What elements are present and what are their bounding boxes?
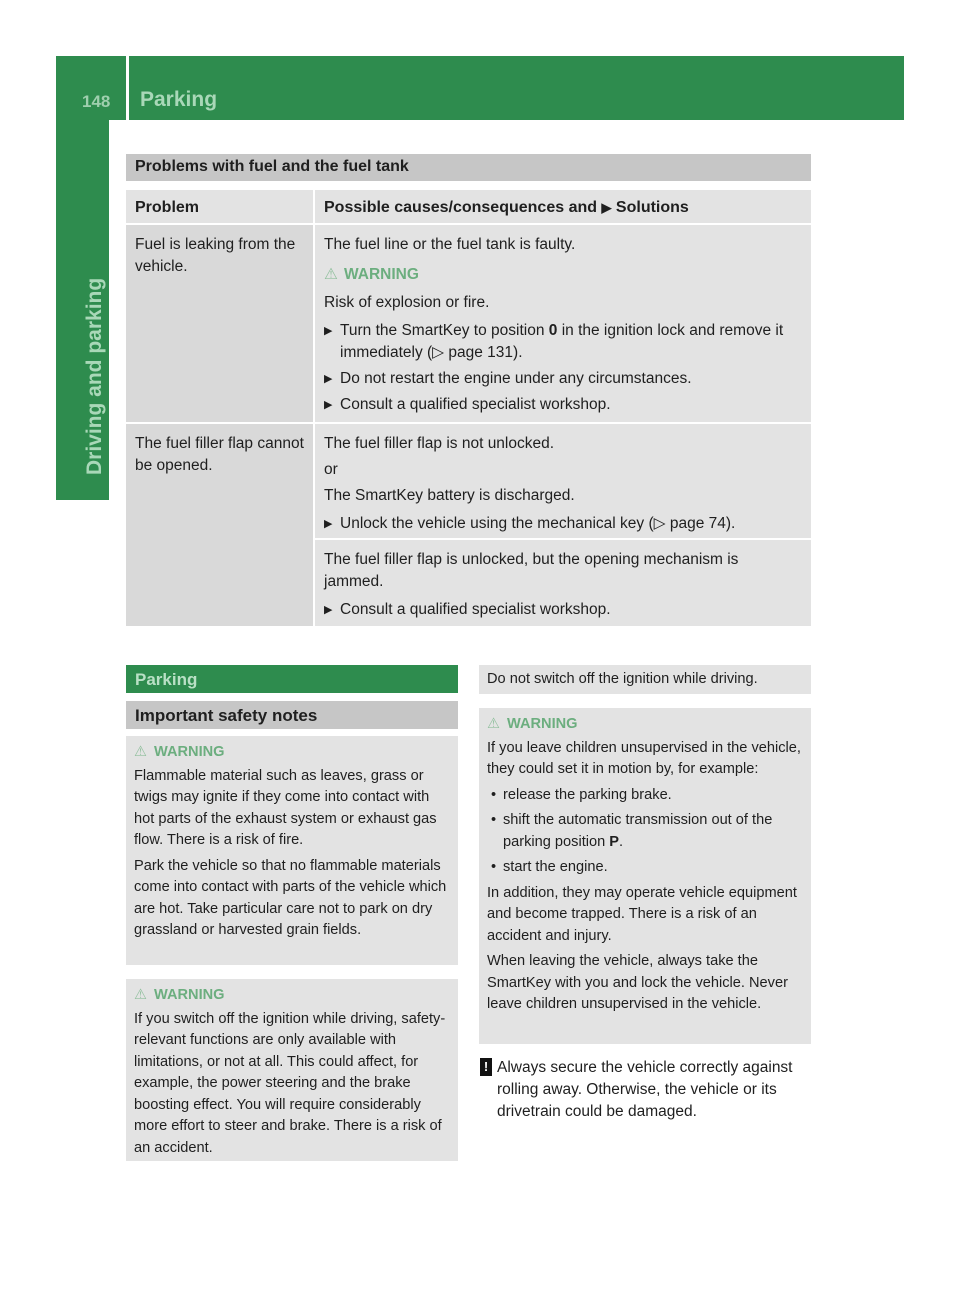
- ignition-note-box: Do not switch off the ignition while driving.: [479, 665, 811, 694]
- table-row-2-problem: [126, 424, 313, 626]
- warning-paragraph: If you switch off the ignition while driving, safety-relevant functions are only available with limitations, or not at all. This could affect, for example, the power steering and the brake boosting effect. You will require considerably more effort to steer and brake. There is a risk of an accident.: [134, 1010, 446, 1156]
- warning-triangle-icon: ⚠: [324, 266, 338, 283]
- caution-icon: !: [480, 1058, 492, 1076]
- section-title: Parking: [140, 88, 218, 111]
- or-text: or: [324, 461, 338, 478]
- position-value: 0: [548, 322, 558, 339]
- bullet-text: shift the automatic transmission out of the parking position: [503, 812, 773, 850]
- warning-heading: [134, 742, 450, 764]
- column-header-problem: Problem: [126, 190, 313, 223]
- warning-heading: [487, 714, 803, 736]
- step-item: ▶ Unlock the vehicle using the mechanical key (▷ page 74).: [324, 513, 802, 535]
- warning-triangle-icon: ⚠: [487, 716, 501, 732]
- step-text: Turn the SmartKey to position: [340, 322, 549, 339]
- caution-text: Always secure the vehicle correctly against rolling away. Otherwise, the vehicle or its drivetrain could be damaged.: [497, 1059, 793, 1120]
- warning-paragraph: When leaving the vehicle, always take the SmartKey with you and lock the vehicle. Never leave children unsupervised in the vehicle.: [487, 953, 788, 1012]
- warning-triangle-icon: ⚠: [134, 987, 148, 1003]
- gear-position: P: [609, 833, 620, 850]
- column-header-solutions-suffix: Solutions: [615, 199, 689, 216]
- table-row-1-solution: [315, 225, 811, 422]
- problem-text: Fuel is leaking from the vehicle.: [135, 236, 296, 275]
- bullet-item: • release the parking brake.: [487, 785, 803, 807]
- warning-box-children: [479, 708, 811, 1044]
- warning-label: WARNING: [344, 266, 419, 283]
- warning-box-fire: [126, 736, 458, 965]
- step-item: ▶ Do not restart the engine under any circumstances.: [324, 368, 802, 390]
- header-divider: [126, 56, 129, 120]
- cause-text: The fuel line or the fuel tank is faulty.: [324, 236, 576, 253]
- side-tab-label: Driving and parking: [83, 277, 106, 475]
- step-item: ▶ Consult a qualified specialist workshop.: [324, 599, 802, 621]
- warning-heading: [134, 985, 450, 1007]
- step-arrow-icon: ▶: [601, 200, 612, 215]
- step-text-cont: in the ignition lock and remove it immediately (▷ page 131).: [340, 322, 784, 361]
- warning-paragraph: If you leave children unsupervised in the vehicle, they could set it in motion by, for example:: [487, 739, 801, 777]
- column-header-solutions: [315, 190, 811, 223]
- table-row-2-solution-b: [315, 540, 811, 626]
- step-item: [324, 320, 802, 364]
- bullet-item: • start the engine.: [487, 857, 803, 879]
- step-item: ▶ Consult a qualified specialist workshop.: [324, 394, 802, 416]
- cause-text: The fuel filler flap is unlocked, but the opening mechanism is jammed.: [324, 551, 739, 590]
- warning-label: WARNING: [507, 716, 578, 732]
- warning-box-ignition: [126, 979, 458, 1161]
- table-row-2-solution-a: [315, 424, 811, 538]
- table-row-1-problem: [126, 225, 313, 422]
- warning-paragraph: In addition, they may operate vehicle equipment and become trapped. There is a risk of an accident and injury.: [487, 884, 797, 944]
- problem-text: The fuel filler flap cannot be opened.: [135, 435, 304, 474]
- bullet-item: [487, 810, 803, 853]
- cause-text: The fuel filler flap is not unlocked.: [324, 435, 555, 452]
- table-title: Problems with fuel and the fuel tank: [126, 154, 811, 181]
- bullet-punct: .: [619, 833, 624, 850]
- page-number: 148: [82, 92, 111, 111]
- warning-paragraph: Flammable material such as leaves, grass or twigs may ignite if they come into contact with hot parts of the exhaust system or exhaust gas flow. There is a risk of fire.: [134, 767, 437, 848]
- warning-text: Risk of explosion or fire.: [324, 294, 490, 311]
- parking-heading: Parking: [126, 665, 458, 693]
- warning-heading: [324, 264, 802, 286]
- column-header-solutions-label: Possible causes/consequences and: [324, 199, 598, 216]
- warning-triangle-icon: ⚠: [134, 744, 148, 760]
- warning-label: WARNING: [154, 744, 225, 760]
- warning-paragraph: Park the vehicle so that no flammable materials come into contact with parts of the vehicle which are hot. Take particular care not to park on dry grassland or harvested grain fields.: [134, 857, 447, 938]
- warning-label: WARNING: [154, 987, 225, 1003]
- cause-text: The SmartKey battery is discharged.: [324, 487, 575, 504]
- safety-notes-heading: Important safety notes: [126, 701, 458, 729]
